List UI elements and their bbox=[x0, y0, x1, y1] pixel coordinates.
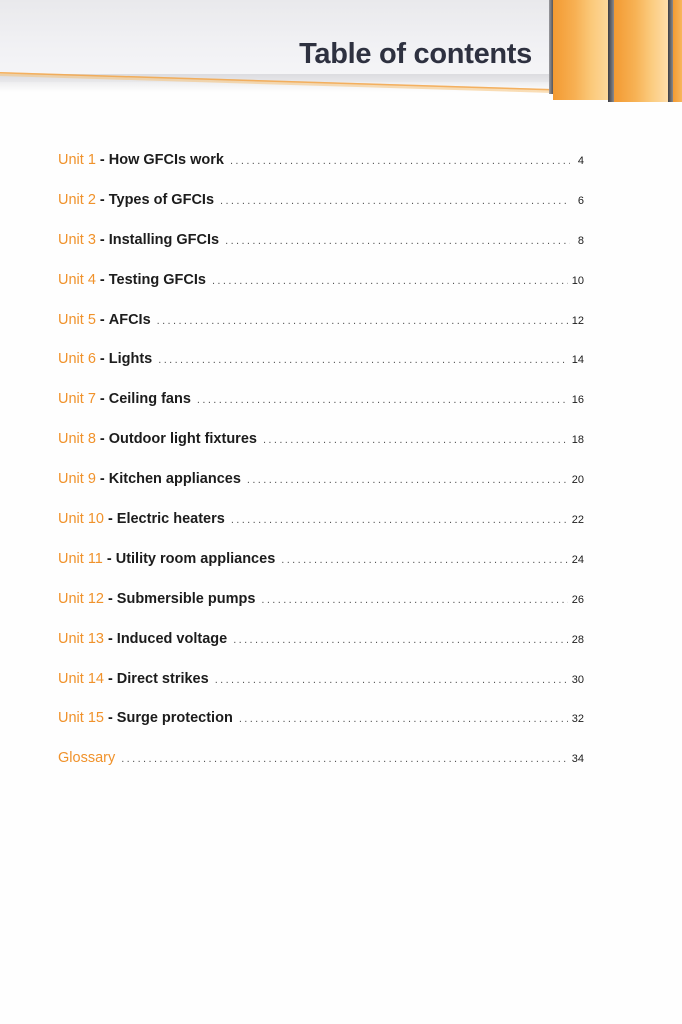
toc-unit-title: How GFCIs work bbox=[108, 152, 224, 168]
toc-page-number: 20 bbox=[571, 474, 584, 487]
toc-entry-unit-3[interactable] bbox=[58, 228, 584, 268]
toc-unit-title: Kitchen appliances bbox=[108, 471, 241, 488]
toc-page-number: 14 bbox=[571, 354, 584, 367]
toc-dot-leader bbox=[281, 548, 567, 572]
toc-page-number: 26 bbox=[571, 593, 584, 606]
toc-dot-leader bbox=[230, 149, 570, 173]
toc-glossary-label: Glossary bbox=[58, 750, 116, 767]
toc-separator: - bbox=[99, 431, 105, 448]
toc-unit-title: AFCIs bbox=[108, 311, 151, 328]
toc-separator: - bbox=[107, 710, 113, 727]
toc-entry-unit-8[interactable] bbox=[58, 427, 584, 467]
toc-unit-label: Unit 11 bbox=[58, 550, 103, 567]
toc-page-number: 24 bbox=[571, 553, 584, 566]
toc-unit-label: Unit 13 bbox=[58, 630, 104, 647]
toc-unit-title: Ceiling fans bbox=[108, 391, 191, 408]
toc-unit-title: Lights bbox=[108, 351, 153, 368]
toc-dot-leader bbox=[197, 388, 568, 412]
toc-page-number: 18 bbox=[571, 434, 584, 447]
toc-page-number: 28 bbox=[571, 633, 584, 646]
toc-unit-label: Unit 10 bbox=[58, 511, 104, 528]
toc-separator: - bbox=[107, 590, 113, 607]
toc-unit-title: Types of GFCIs bbox=[108, 191, 215, 208]
toc-separator: - bbox=[99, 471, 105, 488]
toc-entry-unit-7[interactable] bbox=[58, 387, 584, 427]
toc-entry-unit-13[interactable] bbox=[58, 627, 584, 667]
toc-entry-unit-1[interactable] bbox=[58, 148, 584, 188]
toc-unit-label: Unit 5 bbox=[58, 311, 96, 328]
toc-unit-label: Unit 14 bbox=[58, 670, 104, 687]
toc-separator: - bbox=[99, 351, 105, 368]
toc-page-number: 6 bbox=[577, 194, 584, 207]
header-accent-rule bbox=[0, 72, 552, 94]
toc-dot-leader bbox=[247, 468, 568, 492]
toc-dot-leader bbox=[263, 428, 568, 452]
toc-unit-title: Direct strikes bbox=[116, 670, 209, 687]
toc-dot-leader bbox=[239, 707, 568, 731]
toc-unit-label: Unit 4 bbox=[58, 271, 96, 288]
toc-entry-glossary[interactable] bbox=[58, 746, 584, 786]
toc-entry-unit-4[interactable] bbox=[58, 268, 584, 308]
header-decor-bar bbox=[553, 0, 608, 100]
page-title: Table of contents bbox=[299, 38, 532, 70]
toc-page-number: 16 bbox=[571, 394, 584, 407]
toc-page-number: 12 bbox=[571, 314, 584, 327]
toc-separator: - bbox=[107, 511, 113, 528]
toc-unit-title: Surge protection bbox=[116, 710, 233, 727]
toc-page-number: 10 bbox=[571, 274, 584, 287]
toc-unit-label: Unit 7 bbox=[58, 391, 96, 408]
toc-unit-label: Unit 9 bbox=[58, 471, 96, 488]
toc-dot-leader bbox=[212, 269, 568, 293]
toc-separator: - bbox=[107, 630, 113, 647]
toc-unit-title: Installing GFCIs bbox=[108, 231, 220, 248]
toc-entry-unit-12[interactable] bbox=[58, 587, 584, 627]
toc-dot-leader bbox=[215, 668, 568, 692]
toc-dot-leader bbox=[233, 628, 568, 652]
toc-page-number: 32 bbox=[571, 713, 584, 726]
toc-unit-label: Unit 15 bbox=[58, 710, 104, 727]
toc-page-number: 22 bbox=[571, 514, 584, 527]
toc-unit-title: Submersible pumps bbox=[116, 590, 256, 607]
toc-separator: - bbox=[107, 670, 113, 687]
toc-dot-leader bbox=[220, 189, 570, 213]
toc-separator: - bbox=[99, 311, 105, 328]
toc-unit-title: Utility room appliances bbox=[115, 550, 276, 567]
header-decor-divider bbox=[549, 0, 553, 94]
header-decor-bar bbox=[614, 0, 668, 102]
toc-page-number: 34 bbox=[571, 753, 584, 766]
toc-entry-unit-9[interactable] bbox=[58, 467, 584, 507]
toc-separator: - bbox=[106, 550, 112, 567]
toc-entry-unit-14[interactable] bbox=[58, 667, 584, 707]
toc-entry-unit-15[interactable] bbox=[58, 706, 584, 746]
toc-page-number: 8 bbox=[577, 234, 584, 247]
toc-unit-label: Unit 2 bbox=[58, 191, 96, 208]
toc-entry-unit-2[interactable] bbox=[58, 188, 584, 228]
toc-dot-leader bbox=[225, 229, 570, 253]
header-decor-bar bbox=[673, 0, 682, 102]
toc-unit-label: Unit 6 bbox=[58, 351, 96, 368]
toc-dot-leader bbox=[231, 508, 568, 532]
toc-unit-title: Induced voltage bbox=[116, 630, 228, 647]
toc-unit-label: Unit 12 bbox=[58, 590, 104, 607]
toc-unit-title: Electric heaters bbox=[116, 511, 225, 528]
toc-separator: - bbox=[99, 391, 105, 408]
toc-dot-leader bbox=[261, 588, 567, 612]
toc-unit-label: Unit 1 bbox=[58, 152, 96, 168]
toc-separator: - bbox=[99, 191, 105, 208]
toc-unit-label: Unit 8 bbox=[58, 431, 96, 448]
toc-unit-title: Testing GFCIs bbox=[108, 271, 206, 288]
toc-separator: - bbox=[99, 152, 105, 168]
toc-separator: - bbox=[99, 231, 105, 248]
toc-dot-leader bbox=[157, 309, 568, 333]
toc-dot-leader bbox=[158, 348, 568, 372]
toc-page-number: 30 bbox=[571, 673, 584, 686]
toc-separator: - bbox=[99, 271, 105, 288]
toc-dot-leader bbox=[121, 747, 568, 771]
table-of-contents bbox=[58, 148, 584, 786]
toc-unit-title: Outdoor light fixtures bbox=[108, 431, 257, 448]
toc-page-number: 4 bbox=[577, 155, 584, 167]
toc-unit-label: Unit 3 bbox=[58, 231, 96, 248]
toc-entry-unit-5[interactable] bbox=[58, 308, 584, 348]
toc-entry-unit-10[interactable] bbox=[58, 507, 584, 547]
toc-entry-unit-6[interactable] bbox=[58, 347, 584, 387]
header-accent-rule-graphic bbox=[0, 72, 552, 94]
toc-entry-unit-11[interactable] bbox=[58, 547, 584, 587]
